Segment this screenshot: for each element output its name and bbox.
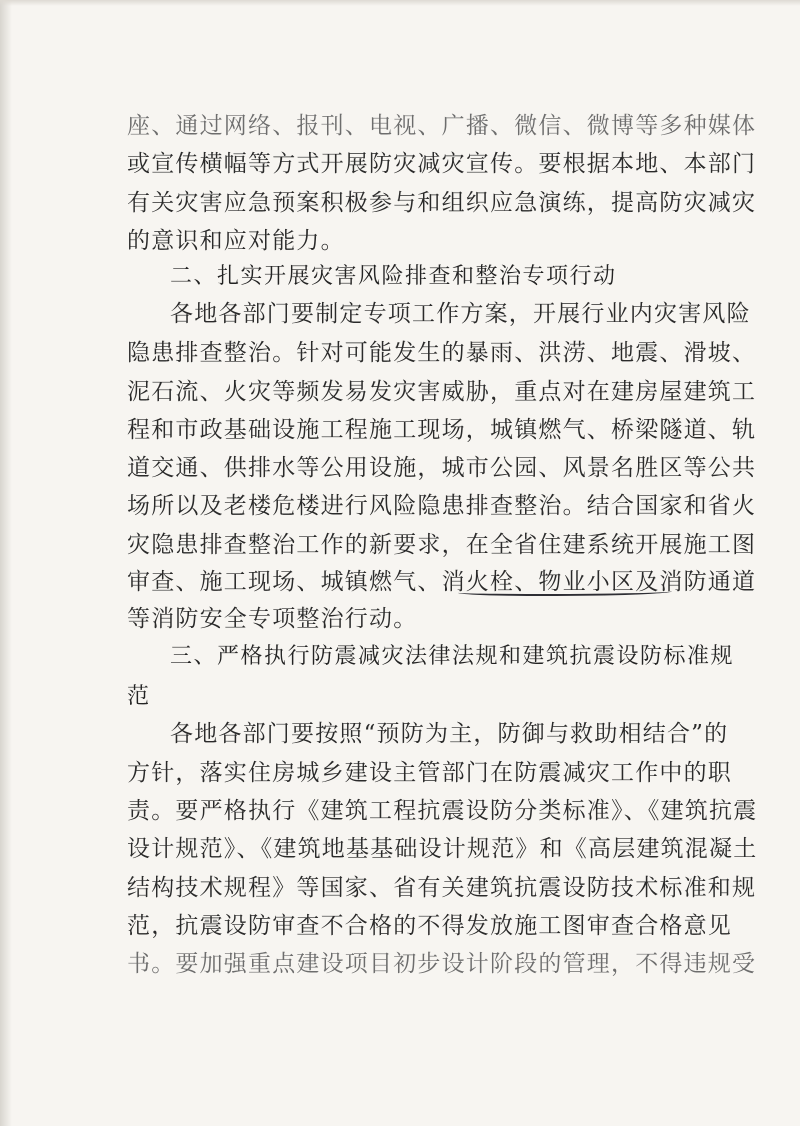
body-text-line: 责。要严格执行《建筑工程抗震设防分类标准》、《建筑抗震 bbox=[127, 798, 758, 824]
page-fold-shadow bbox=[0, 0, 12, 1126]
body-text-line: 程和市政基础设施工程施工现场，城镇燃气、桥梁隧道、轨 bbox=[127, 417, 757, 443]
body-text-line: 座、通过网络、报刊、电视、广播、微信、微博等多种媒体 bbox=[127, 113, 757, 139]
body-text-line: 审查、施工现场、城镇燃气、消火栓、物业小区及消防通道 bbox=[127, 569, 757, 595]
body-text-line: 设计规范》、《建筑地基基础设计规范》和《高层建筑混凝土 bbox=[127, 836, 758, 862]
body-text-line: 等消防安全专项整治行动。 bbox=[127, 606, 418, 632]
body-text-line: 隐患排查整治。针对可能发生的暴雨、洪涝、地震、滑坡、 bbox=[127, 340, 757, 366]
page-top-shadow bbox=[0, 0, 800, 6]
body-text-line: 有关灾害应急预案积极参与和组织应急演练，提高防灾减灾 bbox=[127, 190, 757, 216]
body-text-line: 方针，落实住房城乡建设主管部门在防震减灾工作中的职 bbox=[127, 760, 732, 786]
body-text-line: 的意识和应对能力。 bbox=[127, 228, 345, 254]
body-text-line: 范，抗震设防审查不合格的不得发放施工图审查合格意见 bbox=[127, 913, 732, 939]
body-text-line: 书。要加强重点建设项目初步设计阶段的管理，不得违规受 bbox=[127, 951, 757, 977]
body-text-line: 灾隐患排查整治工作的新要求，在全省住建系统开展施工图 bbox=[127, 532, 757, 558]
body-text-line: 或宣传横幅等方式开展防灾减灾宣传。要根据本地、本部门 bbox=[127, 151, 757, 177]
section-heading-3-continued: 范 bbox=[127, 684, 151, 709]
body-text-line: 结构技术规程》等国家、省有关建筑抗震设防技术标准和规 bbox=[127, 875, 757, 901]
body-text-line: 泥石流、火灾等频发易发灾害威胁，重点对在建房屋建筑工 bbox=[127, 379, 757, 405]
body-text-line: 各地各部门要制定专项工作方案，开展行业内灾害风险 bbox=[170, 301, 751, 327]
section-heading-3: 三、严格执行防震减灾法律法规和建筑抗震设防标准规 bbox=[170, 644, 735, 669]
body-text-line: 各地各部门要按照“预防为主，防御与救助相结合”的 bbox=[170, 721, 729, 747]
section-heading-2: 二、扎实开展灾害风险排查和整治专项行动 bbox=[170, 264, 617, 289]
body-text-line: 道交通、供排水等公用设施，城市公园、风景名胜区等公共 bbox=[127, 455, 757, 481]
body-text-line: 场所以及老楼危楼进行风险隐患排查整治。结合国家和省火 bbox=[127, 493, 757, 519]
